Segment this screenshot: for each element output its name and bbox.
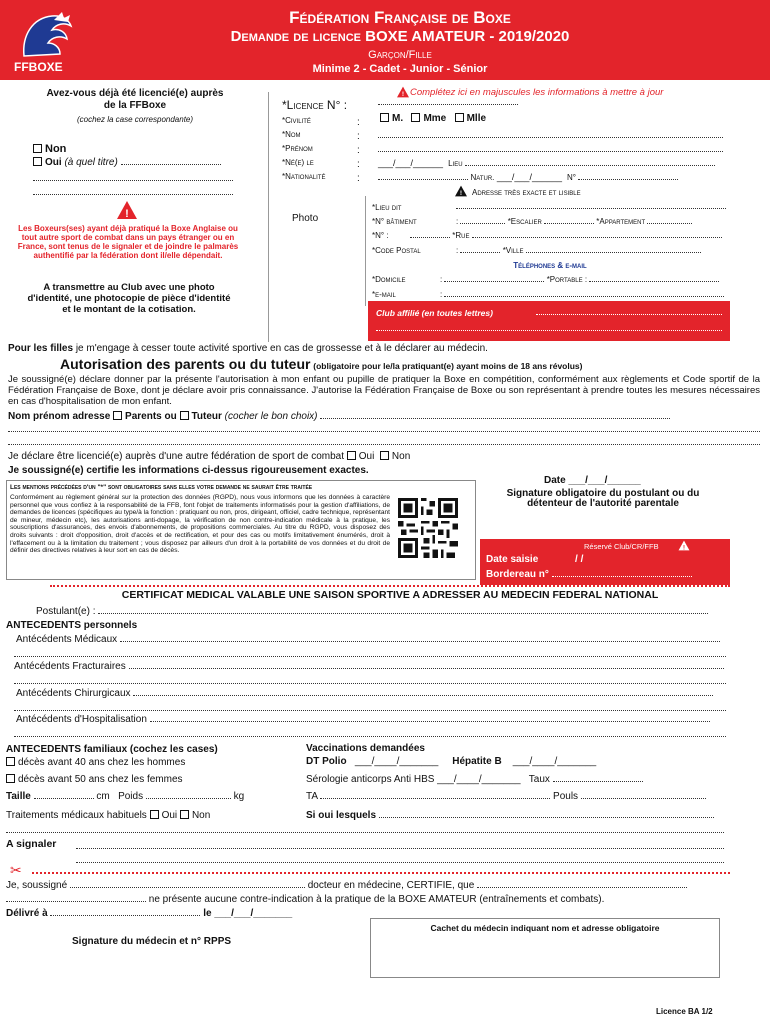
domicile-label: *Domicile <box>372 275 406 284</box>
saisie-row: Date saisie / / <box>486 554 584 565</box>
federation-non-checkbox[interactable] <box>380 451 389 460</box>
ville-row: : *Ville <box>456 246 701 255</box>
licence-number-field[interactable] <box>378 104 518 105</box>
natur-number-field[interactable] <box>578 179 678 180</box>
scissors-icon: ✂ <box>10 862 22 878</box>
licence-number-label: *Licence N° : <box>282 98 348 112</box>
birth-row: ___/___/______ Lieu <box>378 158 715 168</box>
email-field[interactable] <box>444 296 724 297</box>
rgpd-heading: Les mentions précédées d'un "*" sont obligatoires sans elles votre demande ne saurait être traitée <box>10 484 313 491</box>
licence-question: Avez-vous déjà été licencié(e) auprès de la FFBoxe <box>46 88 224 111</box>
batiment-row: : *Escalier *Appartement <box>456 217 692 226</box>
birthdate-label: *Né(e) le <box>282 158 314 167</box>
surgery-field-2[interactable] <box>14 710 726 711</box>
warning-icon <box>116 200 138 220</box>
treatment-non-checkbox[interactable] <box>180 810 189 819</box>
lieu-field[interactable] <box>465 165 715 166</box>
which-field[interactable] <box>379 817 714 818</box>
rue-field[interactable] <box>472 237 722 238</box>
surgery-row: Antécédents Chirurgicaux <box>16 688 713 699</box>
signal-field-2[interactable] <box>76 862 724 863</box>
svg-text:!: ! <box>125 208 129 220</box>
page-title: Fédération Française de Boxe <box>289 8 511 27</box>
hbs-row: Sérologie anticorps Anti HBS ___/____/_______ Taux <box>306 774 643 785</box>
delivered-field[interactable] <box>50 915 200 916</box>
subtitle: Demande de licence BOXE AMATEUR - 2019/2020 <box>230 28 570 45</box>
lieu-dit-field[interactable] <box>456 208 726 209</box>
svg-text:!: ! <box>683 545 685 551</box>
club-field[interactable] <box>536 314 722 315</box>
cp-field[interactable] <box>460 252 500 253</box>
nom-label: *Nom <box>282 130 301 139</box>
parent-field-3[interactable] <box>8 444 760 445</box>
dtp-row: DT Polio ___/____/_______ Hépatite B ___/____/_______ <box>306 756 597 767</box>
rue-row: *Rue <box>410 231 722 240</box>
email-label: *e-mail <box>372 290 396 299</box>
appartement-field[interactable] <box>647 223 692 224</box>
prenom-label: *Prénom <box>282 144 313 153</box>
oui-field-line-1[interactable] <box>33 180 233 181</box>
warning-address-icon <box>454 185 468 197</box>
hospital-field[interactable] <box>150 721 710 722</box>
patient-name-field-2[interactable] <box>6 901 146 902</box>
club-label: Club affilié (en toutes lettres) <box>376 308 493 318</box>
signal-label: A signaler <box>6 838 57 850</box>
signature-date: Date ___/___/______ <box>544 475 641 486</box>
club-box <box>368 301 730 341</box>
svg-text:!: ! <box>459 190 463 197</box>
taux-field[interactable] <box>553 781 643 782</box>
colon-column: : : : : : <box>357 117 360 184</box>
nom-field[interactable] <box>378 137 723 138</box>
presents-row: ne présente aucune contre-indication à la pratique de la BOXE AMATEUR (entraînements et combats). <box>6 894 604 905</box>
club-field-2[interactable] <box>376 330 722 331</box>
batiment-label: *N° bâtiment <box>372 217 417 226</box>
warning-reserved-icon <box>678 540 690 551</box>
authorization-text: Je soussigné(e) déclare donner par la présente l'autorisation à mon enfant ou pupille de pratiquer la Boxe en compétition, conformément aux règlements et Code sportif de la Fédération Française de Boxe, dont je déclare avoir pris connaissance. J'autorise la Fédération Française de Boxe ou son représentant à prendre toutes les mesures nécessaires en cas d'hospitalisation de mon enfant. <box>8 374 760 407</box>
cp-label: *Code Postal <box>372 246 421 255</box>
fracture-field-2[interactable] <box>14 683 726 684</box>
taille-row: Taille cm Poids kg <box>6 791 245 802</box>
civilite-label: *Civilité <box>282 116 311 125</box>
surgery-field[interactable] <box>133 695 713 696</box>
mme-checkbox[interactable] <box>411 113 420 122</box>
which-row: Si oui lesquels <box>306 810 714 821</box>
authorization-heading: Autorisation des parents ou du tuteur (obligatoire pour le/la pratiquant(e) ayant moins de 18 ans révolus) <box>60 356 583 372</box>
doctor-name-field[interactable] <box>70 887 305 888</box>
bordereau-field[interactable] <box>552 576 692 577</box>
medical-field[interactable] <box>120 641 720 642</box>
phone-row: : *Portable : <box>440 275 719 284</box>
medical-field-2[interactable] <box>14 656 726 657</box>
d40-row: décès avant 40 ans chez les hommes <box>6 757 185 768</box>
cut-line <box>32 872 730 874</box>
ta-row: TA Pouls <box>306 791 706 802</box>
certify-statement: Je soussigné(e) certifie les informations ci-dessus rigoureusement exactes. <box>8 465 369 476</box>
domicile-field[interactable] <box>444 281 544 282</box>
oui-field[interactable] <box>121 164 221 165</box>
poids-field[interactable] <box>146 798 231 799</box>
phone-title: Téléphones & e-mail <box>513 261 587 270</box>
nat-row: Natur. ___/___/______ N° <box>378 172 678 182</box>
rgpd-text: Conformément au règlement général sur la protection des données (RGPD), nous vous informons que les données à caractère personnel que vous confiez à la responsabilité de la FFB, font l'objet de traitements informatisés pour la gestion d'affiliations, de demandes de licences (spécifiques au type/à la fonction : pratiquant ou non, pros, dirigeant, officiel, cadre technique, représentant de mineur, médecin etc), les autorisations anti-dopage, la vérification de non contre-indication médicale à la pratique, les souscriptions d'assurances, des envois d'abonnements, de propositions commerciales. Au titre du RGPD, vous disposez des droits suivants : droit d'opposition, droit d'accès et de rectification, et pour des cas ou motifs limitativement énumérés, droit à l'effacement ou à la limitation du traitement ; vous disposez par ailleurs d'un droit à la portabilité de vos données et du droit de définir des directives relatives à leur sort en cas de décès. <box>10 494 390 555</box>
prenom-field[interactable] <box>378 151 723 152</box>
nationality-field[interactable] <box>378 179 468 180</box>
vaccinations-title: Vaccinations demandées <box>306 743 425 754</box>
mlle-checkbox[interactable] <box>455 113 464 122</box>
option-oui: Oui (à quel titre) <box>33 157 221 168</box>
num-field[interactable] <box>410 237 450 238</box>
doctor-row: Je, soussigné docteur en médecine, CERTIFIE, que <box>6 880 687 891</box>
escalier-field[interactable] <box>544 223 594 224</box>
treatment-row: Traitements médicaux habituels Oui Non <box>6 810 211 821</box>
treatment-oui-checkbox[interactable] <box>150 810 159 819</box>
qr-code-icon[interactable] <box>398 498 458 558</box>
d40-checkbox[interactable] <box>6 757 15 766</box>
girls-note: Pour les filles je m'engage à cesser toute activité sportive en cas de grossesse et à le déclarer au médecin. <box>8 343 488 354</box>
other-federation-row: Je déclare être licencié(e) auprès d'une autre fédération de sport de combat Oui Non <box>8 451 411 462</box>
signal-field[interactable] <box>76 848 724 849</box>
warning-text: Les Boxeurs(ses) ayant déjà pratiqué la Boxe Anglaise ou tout autre sport de combat dans un pays étranger ou en France, sont tenus de le signaler et de joindre le palmarès authentifié par la fédération dont il/elle dépendait. <box>17 224 239 260</box>
svg-text:!: ! <box>401 91 405 98</box>
parent-field[interactable] <box>320 418 670 419</box>
check-hint: (cochez la case correspondante) <box>76 115 194 124</box>
patient-name-field[interactable] <box>477 887 687 888</box>
warning-small-icon <box>396 86 410 98</box>
postulant-row: Postulant(e) : <box>36 606 708 617</box>
address-title: Adresse très exacte et lisible <box>472 188 581 197</box>
d50-row: décès avant 50 ans chez les femmes <box>6 774 183 785</box>
civility-options: M. Mme Mlle <box>380 113 486 124</box>
non-checkbox[interactable] <box>33 144 42 153</box>
reserved-label: Réservé Club/CR/FFB <box>584 542 659 551</box>
option-non: Non <box>33 143 66 155</box>
fracture-field[interactable] <box>129 668 724 669</box>
num-label: *N° : <box>372 231 389 240</box>
d50-checkbox[interactable] <box>6 774 15 783</box>
nationality-label: *Nationalité <box>282 172 326 181</box>
oui-checkbox[interactable] <box>33 157 42 166</box>
medical-row: Antécédents Médicaux <box>16 634 720 645</box>
hospital-field-2[interactable] <box>14 736 726 737</box>
personal-history-title: ANTECEDENTS personnels <box>6 620 138 631</box>
category-line: Minime 2 - Cadet - Junior - Sénior <box>312 63 488 75</box>
which-field-2[interactable] <box>6 832 724 833</box>
signature-label: Signature obligatoire du postulant ou du détenteur de l'autorité parentale <box>506 488 700 509</box>
certificate-divider <box>50 585 730 587</box>
doctor-signature-label: Signature du médecin et n° RPPS <box>72 936 232 947</box>
federation-oui-checkbox[interactable] <box>347 451 356 460</box>
hospital-row: Antécédents d'Hospitalisation <box>16 714 710 725</box>
stamp-label: Cachet du médecin indiquant nom et adresse obligatoire <box>430 923 660 933</box>
tuteur-checkbox[interactable] <box>180 411 189 420</box>
column-divider <box>268 92 269 342</box>
certificate-title: CERTIFICAT MEDICAL VALABLE UNE SAISON SPORTIVE A ADRESSER AU MEDECIN FEDERAL NATIONAL <box>121 589 659 601</box>
page-number: Licence BA 1/2 <box>656 1007 713 1016</box>
oui-field-line-2[interactable] <box>33 194 233 195</box>
update-note: Complétez ici en majuscules les informations à mettre à jour <box>410 87 664 98</box>
ta-field[interactable] <box>320 798 550 799</box>
fracture-row: Antécédents Fracturaires <box>14 661 724 672</box>
photo-divider <box>365 196 366 306</box>
brand-text: FFBOXE <box>14 60 63 74</box>
portable-field[interactable] <box>589 281 719 282</box>
parents-checkbox[interactable] <box>113 411 122 420</box>
parent-field-2[interactable] <box>8 431 760 432</box>
taille-field[interactable] <box>34 798 94 799</box>
photo-placeholder: Photo <box>292 213 319 224</box>
email-row: : <box>440 290 724 299</box>
transmit-note: A transmettre au Club avec une photo d'identité, une photocopie de pièce d'identité et le montant de la cotisation. <box>27 282 231 315</box>
lieu-dit-label: *Lieu dit <box>372 203 402 212</box>
gender-line: Garçon/Fille <box>368 49 432 61</box>
postulant-field[interactable] <box>98 613 708 614</box>
parent-row: Nom prénom adresse Parents ou Tuteur (cocher le bon choix) <box>8 411 670 422</box>
ville-field[interactable] <box>526 252 701 253</box>
m-checkbox[interactable] <box>380 113 389 122</box>
family-history-title: ANTECEDENTS familiaux (cochez les cases) <box>6 744 218 755</box>
bordereau-row: Bordereau n° <box>486 569 692 580</box>
batiment-field[interactable] <box>460 223 505 224</box>
delivered-row: Délivré à le ___/___/_______ <box>6 908 293 919</box>
pouls-field[interactable] <box>581 798 706 799</box>
